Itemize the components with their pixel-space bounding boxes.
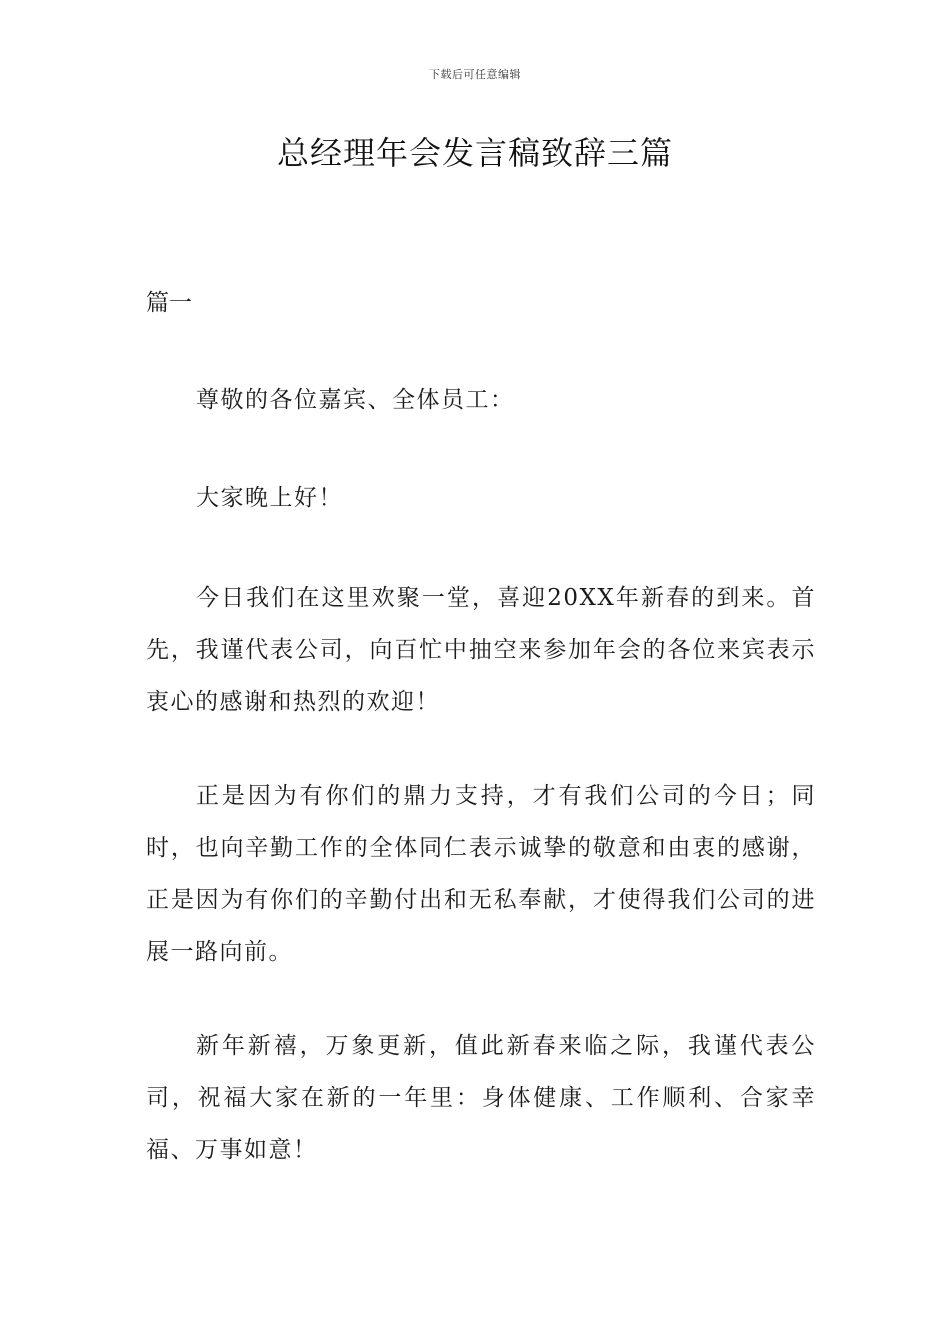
section-label: 篇一 bbox=[146, 290, 192, 316]
paragraph-greeting: 大家晚上好！ bbox=[196, 485, 343, 511]
paragraph-blessing: 新年新禧，万象更新，值此新春来临之际，我谨代表公司，祝福大家在新的一年里：身体健康、工作顺利、合家幸福、万事如意！ bbox=[146, 1033, 816, 1163]
paragraph-thanks: 正是因为有你们的鼎力支持，才有我们公司的今日；同时，也向辛勤工作的全体同仁表示诚挚的敬意和由衷的感谢，正是因为有你们的辛勤付出和无私奉献，才使得我们公司的进展一路向前。 bbox=[146, 783, 816, 965]
paragraph-welcome: 今日我们在这里欢聚一堂，喜迎20XX年新春的到来。首先，我谨代表公司，向百忙中抽空来参加年会的各位来宾表示衷心的感谢和热烈的欢迎！ bbox=[146, 585, 816, 715]
header-note: 下载后可任意编辑 bbox=[429, 68, 521, 81]
paragraph-salutation: 尊敬的各位嘉宾、全体员工： bbox=[196, 387, 515, 413]
page-title: 总经理年会发言稿致辞三篇 bbox=[276, 134, 673, 172]
